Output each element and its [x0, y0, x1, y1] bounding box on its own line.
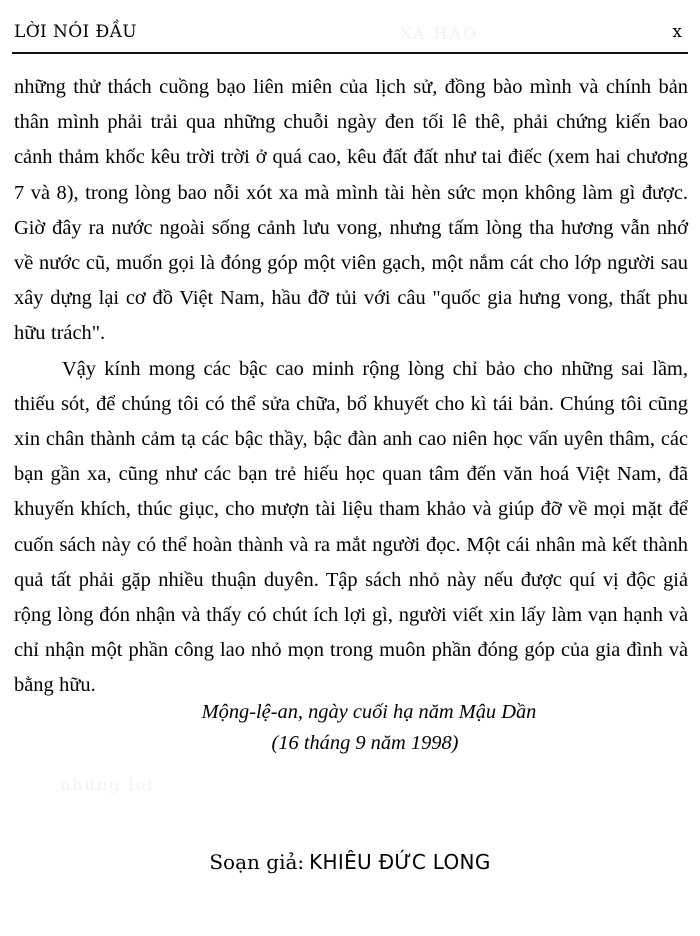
signature-block [0, 697, 700, 759]
signature-place-date: Mộng-lệ-an, ngày cuối hạ năm Mậu Dần [201, 701, 537, 723]
author-name: KHIÊU ĐỨC LONG [309, 850, 491, 874]
author-credit [0, 850, 700, 875]
running-head-title: LỜI NÓI ĐẦU [14, 22, 138, 42]
signature-date: (16 tháng 9 năm 1998) [271, 732, 459, 754]
header-divider [12, 52, 688, 54]
author-label: Soạn giả: [209, 850, 305, 874]
running-head [14, 22, 682, 42]
bleed-through-text-middle: nhung loi [60, 775, 155, 794]
body-text [14, 70, 688, 704]
paragraph-1: những thử thách cuồng bạo liên miên của lịch sử, đồng bào mình và chính bản thân mình phải trải qua những chuỗi ngày đen tối lê thê, phải chứng kiến bao cảnh thảm khốc kêu trời trời ở quá cao, kêu đất đất như tai điếc (xem hai chương 7 và 8), trong lòng bao nỗi xót xa mà mình tài hèn sức mọn không làm gì được. Giờ đây ra nước ngoài sống cảnh lưu vong, nhưng tấm lòng tha hương vẫn nhớ về nước cũ, muốn gọi là đóng góp một viên gạch, một nắm cát cho lớp người sau xây dựng lại cơ đồ Việt Nam, hầu đỡ tủi với câu "quốc gia hưng vong, thất phu hữu trách". [14, 76, 688, 345]
bleed-through-text-top: XA HÁO [400, 24, 479, 43]
page-number: x [672, 22, 682, 42]
paragraph-2: Vậy kính mong các bậc cao minh rộng lòng chỉ bảo cho những sai lầm, thiếu sót, để chúng tôi có thể sửa chữa, bổ khuyết cho kì tái bản. Chúng tôi cũng xin chân thành cảm tạ các bậc thầy, bậc đàn anh cao niên học vấn uyên thâm, các bạn gần xa, cũng như các bạn trẻ hiếu học quan tâm đến văn hoá Việt Nam, đã khuyến khích, thúc giục, cho mượn tài liệu tham khảo và giúp đỡ về mọi mặt để cuốn sách này có thể hoàn thành và ra mắt người đọc. Một cái nhân mà kết thành quả tất phải gặp nhiều thuận duyên. Tập sách nhỏ này nếu được quí vị độc giả rộng lòng đón nhận và thấy có chút ích lợi gì, người viết xin lấy làm vạn hạnh và chỉ nhận một phần công lao nhỏ mọn trong muôn phần đóng góp của gia đình và bằng hữu. [14, 357, 688, 697]
